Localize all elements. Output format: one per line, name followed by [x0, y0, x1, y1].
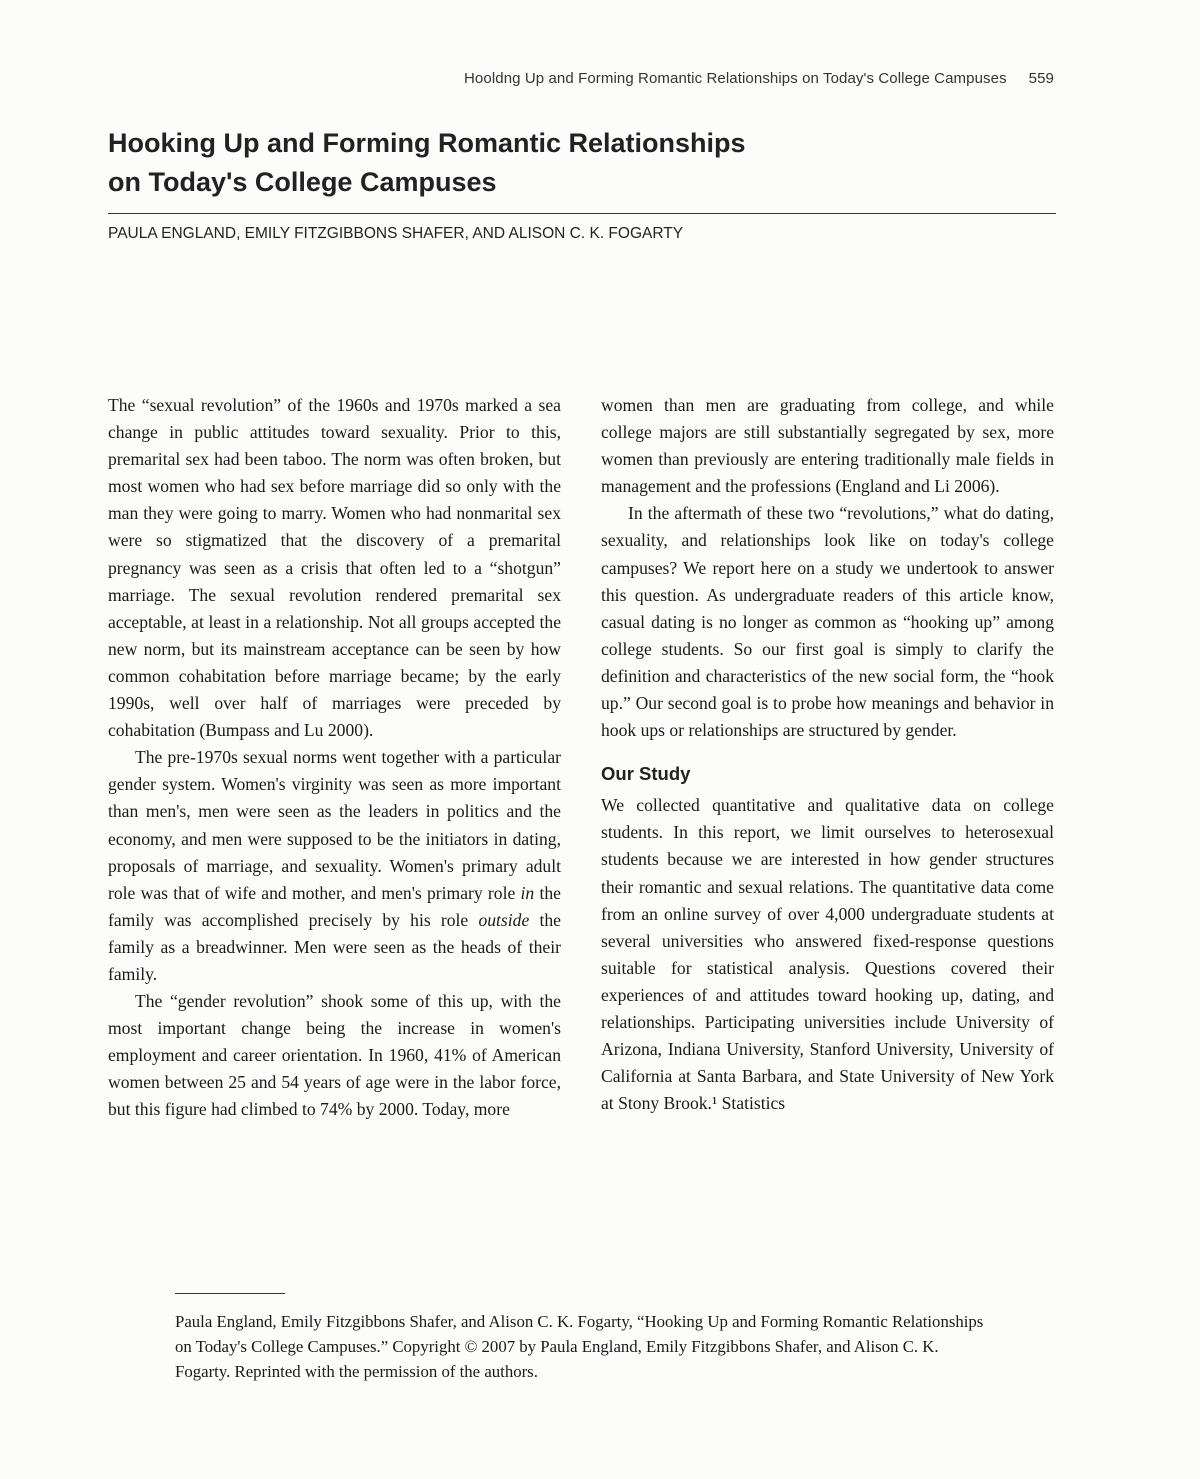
running-head [464, 70, 1054, 87]
left-column [108, 392, 561, 1124]
right-paragraph-3: We collected quantitative and qualitative data on college students. In this report, we limit ourselves to heterosexual students because we are interested in how gender structures their romantic and sexual relations. The quantitative data come from an online survey of over 4,000 undergraduate students at several universities who answered fixed-response questions suitable for statistical analysis. Questions covered their experiences of and attitudes toward hooking up, dating, and relationships. Participating universities include University of Arizona, Indiana University, Stanford University, University of California at Santa Barbara, and State University of New York at Stony Brook.¹ Statistics [601, 795, 1054, 1114]
running-head-title: Hooldng Up and Forming Romantic Relationships on Today's College Campuses [464, 70, 1007, 87]
emphasis-outside: outside [478, 909, 530, 930]
left-paragraph-2-part-1: The pre-1970s sexual norms went together with a particular gender system. Women's virginity was seen as more important than men's, men were seen as the leaders in politics and the economy, and men were supposed to be the initiators in dating, proposals of marriage, and sexuality. Women's primary adult role was that of wife and mother, and men's primary role [108, 747, 561, 903]
author-byline: PAULA ENGLAND, EMILY FITZGIBBONS SHAFER, AND ALISON C. K. FOGARTY [108, 225, 684, 242]
article-title-line-2: on Today's College Campuses [108, 167, 497, 197]
footnote-rule [175, 1293, 285, 1294]
footnote: Paula England, Emily Fitzgibbons Shafer, and Alison C. K. Fogarty, “Hooking Up and Forming Romantic Relationships on Today's College Campuses.” Copyright © 2007 by Paula England, Emily Fitzgibbons Shafer, and Alison C. K. Fogarty. Reprinted with the permission of the authors. [175, 1312, 984, 1381]
right-column [601, 392, 1054, 1117]
left-paragraph-2 [108, 744, 561, 988]
right-paragraph-2: In the aftermath of these two “revolutions,” what do dating, sexuality, and relationships look like on today's college campuses? We report here on a study we undertook to answer this question. As undergraduate readers of this article know, casual dating is no longer as common as “hooking up” among college students. So our first goal is simply to clarify the definition and characteristics of the new social form, the “hook up.” Our second goal is to probe how meanings and behavior in hook ups or relationships are structured by gender. [601, 503, 1054, 741]
left-paragraph-1: The “sexual revolution” of the 1960s and 1970s marked a sea change in public attitudes toward sexuality. Prior to this, premarital sex had been taboo. The norm was often broken, but most women who had sex before marriage did so only with the man they were going to marry. Women who had nonmarital sex were so stigmatized that the discovery of a premarital pregnancy was seen as a crisis that often led to a “shotgun” marriage. The sexual revolution rendered premarital sex acceptable, at least in a relationship. Not all groups accepted the new norm, but its mainstream acceptance can be seen by how common cohabitation before marriage became; by the early 1990s, well over half of marriages were preceded by cohabitation (Bumpass and Lu 2000). [108, 395, 561, 741]
page-number: 559 [1028, 70, 1054, 87]
left-paragraph-2-part-2: the family was accomplished precisely by his role [108, 882, 561, 930]
section-heading-our-study: Our Study [601, 763, 691, 785]
article-title-line-1: Hooking Up and Forming Romantic Relationships [108, 128, 746, 158]
left-paragraph-3: The “gender revolution” shook some of this up, with the most important change being the increase in women's employment and career orientation. In 1960, 41% of American women between 25 and 54 years of age were in the labor force, but this figure had climbed to 74% by 2000. Today, more [108, 991, 561, 1120]
emphasis-in: in [520, 882, 535, 903]
article-title [108, 124, 1008, 202]
left-paragraph-2-part-3: the family as a breadwinner. Men were seen as the heads of their family. [108, 909, 561, 984]
title-rule [108, 213, 1056, 214]
right-paragraph-1: women than men are graduating from college, and while college majors are still substantially segregated by sex, more women than previously are entering traditionally male fields in management and the professions (England and Li 2006). [601, 395, 1054, 497]
